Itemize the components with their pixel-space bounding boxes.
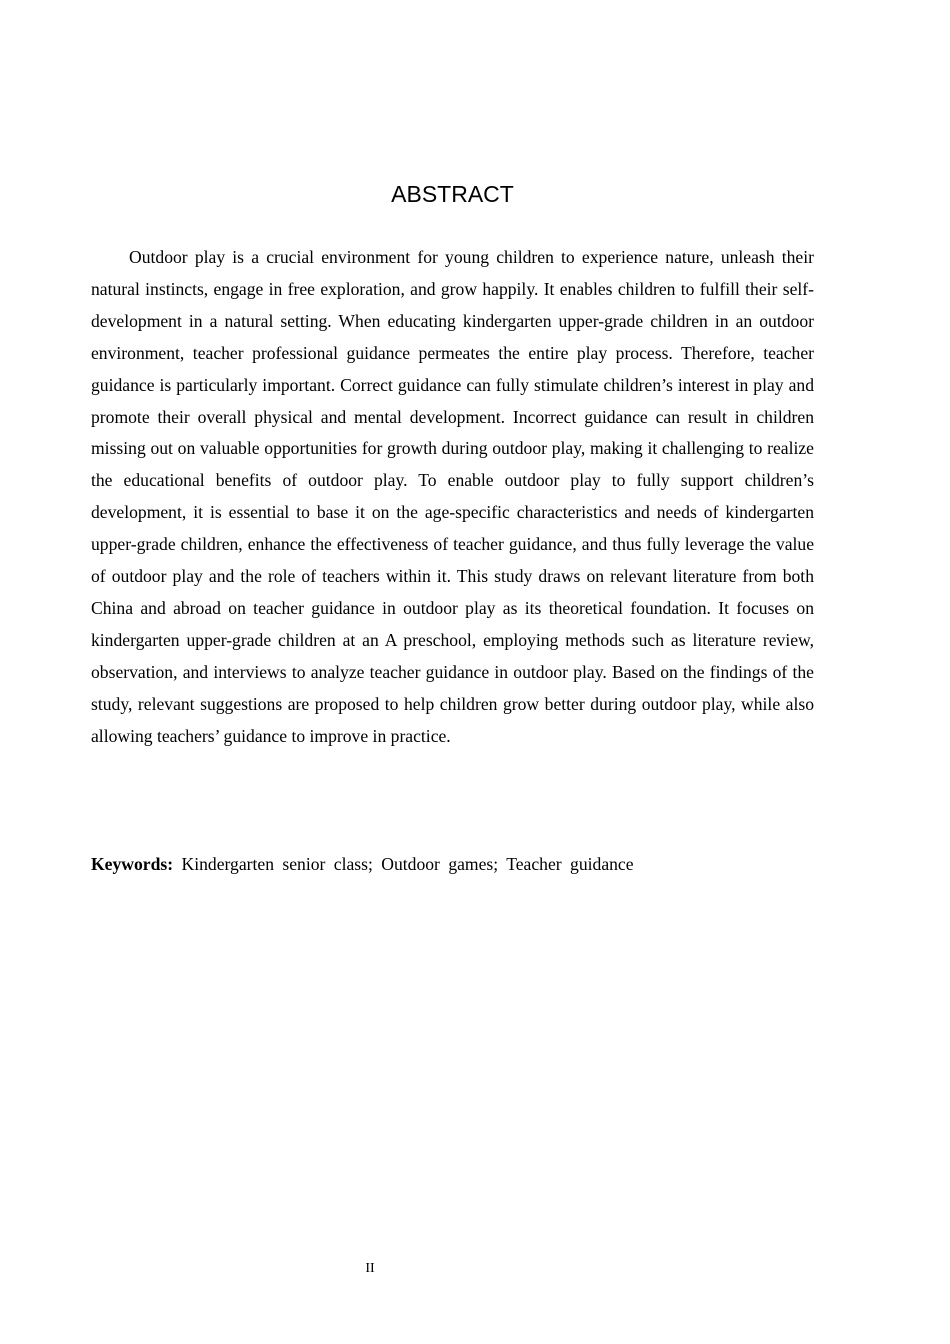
- keywords-line: [91, 849, 851, 879]
- abstract-body: Outdoor play is a crucial environment for young children to experience nature, unleash their natural instincts, engage in free exploration, and grow happily. It enables children to fulfill their self-development in a natural setting. When educating kindergarten upper-grade children in an outdoor environment, teacher professional guidance permeates the entire play process. Therefore, teacher guidance is particularly important. Correct guidance can fully stimulate children’s interest in play and promote their overall physical and mental development. Incorrect guidance can result in children missing out on valuable opportunities for growth during outdoor play, making it challenging to realize the educational benefits of outdoor play. To enable outdoor play to fully support children’s development, it is essential to base it on the age-specific characteristics and needs of kindergarten upper-grade children, enhance the effectiveness of teacher guidance, and thus fully leverage the value of outdoor play and the role of teachers within it. This study draws on relevant literature from both China and abroad on teacher guidance in outdoor play as its theoretical foundation. It focuses on kindergarten upper-grade children at an A preschool, employing methods such as literature review, observation, and interviews to analyze teacher guidance in outdoor play. Based on the findings of the study, relevant suggestions are proposed to help children grow better during outdoor play, while also allowing teachers’ guidance to improve in practice.: [91, 247, 814, 746]
- keywords-label: Keywords:: [91, 854, 174, 874]
- abstract-title: ABSTRACT: [391, 181, 514, 207]
- page-number: II: [365, 1261, 375, 1276]
- keywords-text: Kindergarten senior class; Outdoor games; Teacher guidance: [181, 854, 634, 874]
